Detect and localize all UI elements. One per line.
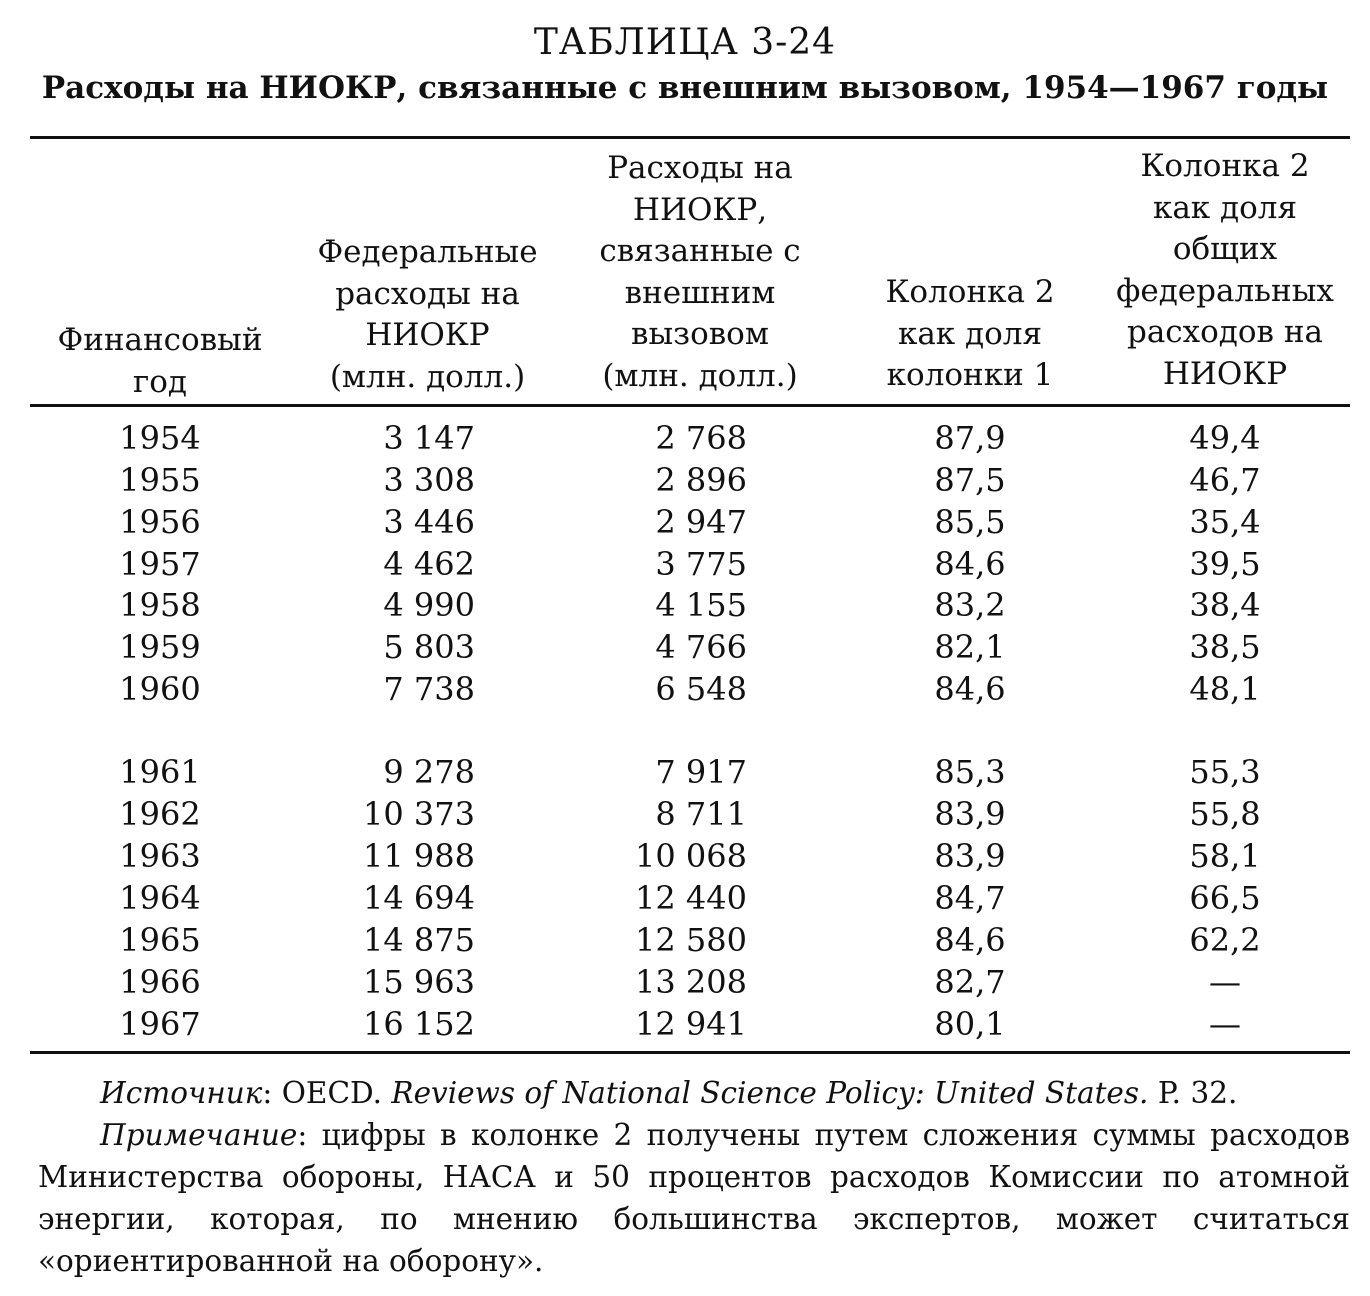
cell-year: 1966	[119, 963, 201, 1001]
source-work: Reviews of National Science Policy: United States.	[391, 1076, 1149, 1110]
source-note	[100, 1072, 1350, 1114]
cell-federal: 7 738	[383, 670, 475, 708]
column-header-defense	[575, 148, 825, 397]
cell-share-total: —	[1209, 963, 1241, 1001]
cell-year: 1963	[119, 837, 201, 875]
table-row	[30, 962, 1350, 1004]
remark-label: Примечание	[100, 1118, 298, 1152]
column-header-share-total	[1100, 146, 1350, 395]
column-header-line: НИОКР	[1162, 355, 1288, 392]
column-header-line: год	[133, 363, 187, 400]
cell-federal: 9 278	[383, 753, 475, 791]
cell-year: 1961	[119, 753, 201, 791]
cell-defense: 2 896	[655, 461, 747, 499]
cell-year: 1957	[119, 545, 201, 583]
table-row	[30, 1004, 1350, 1046]
column-header-line: колонки 1	[886, 357, 1054, 393]
column-header-line: Колонка 2	[1140, 148, 1310, 184]
cell-federal: 5 803	[383, 628, 475, 666]
column-header-line: расходов на	[1126, 314, 1324, 350]
cell-year: 1965	[119, 921, 201, 959]
column-header-line: как доля	[1152, 189, 1298, 226]
cell-share-col1: 85,5	[934, 503, 1006, 541]
column-header-line: Финансовый	[57, 322, 263, 358]
bottom-rule	[30, 1051, 1350, 1054]
cell-share-total: 35,4	[1189, 503, 1261, 541]
source-colon: :	[262, 1076, 282, 1110]
cell-federal: 16 152	[363, 1005, 475, 1043]
cell-share-col1: 84,6	[934, 670, 1006, 708]
cell-federal: 4 990	[383, 586, 475, 624]
table-row	[30, 794, 1350, 836]
source-page: P. 32.	[1157, 1076, 1238, 1110]
cell-share-total: 55,3	[1189, 753, 1261, 791]
cell-share-col1: 82,7	[934, 963, 1006, 1001]
table-row	[30, 752, 1350, 794]
cell-share-col1: 84,6	[934, 545, 1006, 583]
cell-share-total: 38,4	[1189, 586, 1261, 624]
column-header-line: внешним	[624, 274, 776, 311]
table-subtitle: Расходы на НИОКР, связанные с внешним вызовом, 1954—1967 годы	[41, 70, 1329, 106]
cell-share-total: 46,7	[1189, 461, 1261, 499]
cell-year: 1964	[119, 879, 201, 917]
column-header-federal	[300, 232, 555, 398]
remark-colon: :	[297, 1118, 322, 1152]
column-header-line: НИОКР,	[632, 191, 768, 228]
table-row	[30, 920, 1350, 962]
cell-defense: 4 766	[655, 628, 747, 666]
table-row	[30, 836, 1350, 878]
header-rule	[30, 404, 1350, 407]
cell-share-total: —	[1209, 1005, 1241, 1043]
cell-federal: 15 963	[363, 963, 475, 1001]
cell-defense: 12 580	[635, 921, 747, 959]
cell-year: 1954	[119, 419, 201, 457]
cell-share-col1: 85,3	[934, 753, 1006, 791]
cell-share-total: 58,1	[1189, 837, 1261, 875]
cell-defense: 6 548	[655, 670, 747, 708]
column-header-line: связанные с	[599, 233, 801, 269]
cell-federal: 3 308	[383, 461, 475, 499]
table-row	[30, 460, 1350, 502]
cell-year: 1960	[119, 670, 201, 708]
table-row	[30, 418, 1350, 460]
cell-year: 1962	[119, 795, 201, 833]
cell-share-total: 39,5	[1189, 545, 1261, 583]
cell-federal: 14 694	[363, 879, 475, 917]
cell-year: 1955	[119, 461, 201, 499]
column-header-line: вызовом	[631, 316, 769, 352]
cell-share-col1: 83,9	[934, 837, 1006, 875]
table-row	[30, 627, 1350, 669]
cell-share-total: 55,8	[1189, 795, 1261, 833]
table-row	[30, 585, 1350, 627]
cell-federal: 4 462	[383, 545, 475, 583]
cell-defense: 8 711	[655, 795, 747, 833]
top-rule	[30, 136, 1350, 139]
remark-text: цифры в колонке 2 получены путем сложения суммы расходов Министерства обороны, НАСА и 50 процентов расходов Комиссии по атомной энергии, которая, по мнению большинства экспертов, может считаться «ориентированной на оборону».	[38, 1118, 1350, 1278]
table-title: ТАБЛИЦА 3-24	[533, 22, 837, 63]
source-publisher: OECD.	[281, 1076, 382, 1110]
column-header-line: федеральных	[1116, 272, 1334, 309]
cell-share-total: 48,1	[1189, 670, 1261, 708]
cell-share-col1: 87,5	[934, 461, 1006, 499]
cell-year: 1959	[119, 628, 201, 666]
column-header-line: как доля	[897, 315, 1043, 352]
cell-share-col1: 83,9	[934, 795, 1006, 833]
column-header-line: Колонка 2	[885, 274, 1055, 310]
cell-defense: 3 775	[655, 545, 747, 583]
cell-federal: 3 446	[383, 503, 475, 541]
cell-federal: 11 988	[363, 837, 475, 875]
table-row	[30, 544, 1350, 586]
cell-defense: 12 440	[635, 879, 747, 917]
column-header-line: (млн. долл.)	[329, 358, 526, 395]
cell-federal: 3 147	[383, 419, 475, 457]
cell-year: 1958	[119, 586, 201, 624]
table-row	[30, 669, 1350, 711]
cell-share-total: 49,4	[1189, 419, 1261, 457]
cell-year: 1967	[119, 1005, 201, 1043]
cell-defense: 2 947	[655, 503, 747, 541]
cell-share-total: 66,5	[1189, 879, 1261, 917]
cell-share-col1: 83,2	[934, 586, 1006, 624]
column-header-line: Федеральные	[317, 234, 538, 270]
cell-share-col1: 84,7	[934, 879, 1006, 917]
cell-defense: 2 768	[655, 419, 747, 457]
remark-note	[38, 1114, 1350, 1282]
table-row	[30, 502, 1350, 544]
cell-year: 1956	[119, 503, 201, 541]
cell-share-col1: 84,6	[934, 921, 1006, 959]
source-label: Источник	[100, 1076, 263, 1110]
cell-defense: 10 068	[635, 837, 747, 875]
cell-share-col1: 87,9	[934, 419, 1006, 457]
column-header-line: расходы на	[335, 275, 520, 312]
cell-defense: 12 941	[635, 1005, 747, 1043]
column-header-line: общих	[1172, 231, 1278, 267]
cell-federal: 14 875	[363, 921, 475, 959]
cell-share-total: 38,5	[1189, 628, 1261, 666]
table-row	[30, 878, 1350, 920]
cell-defense: 7 917	[655, 753, 747, 791]
column-header-line: (млн. долл.)	[602, 357, 798, 394]
column-header-year	[40, 320, 280, 403]
column-header-share-col1	[855, 272, 1085, 397]
cell-federal: 10 373	[363, 795, 475, 833]
cell-share-col1: 82,1	[934, 628, 1006, 666]
cell-defense: 13 208	[635, 963, 747, 1001]
column-header-line: НИОКР	[365, 317, 490, 353]
cell-defense: 4 155	[655, 586, 747, 624]
cell-share-total: 62,2	[1189, 921, 1261, 959]
cell-share-col1: 80,1	[934, 1005, 1006, 1043]
column-header-line: Расходы на	[607, 150, 793, 186]
